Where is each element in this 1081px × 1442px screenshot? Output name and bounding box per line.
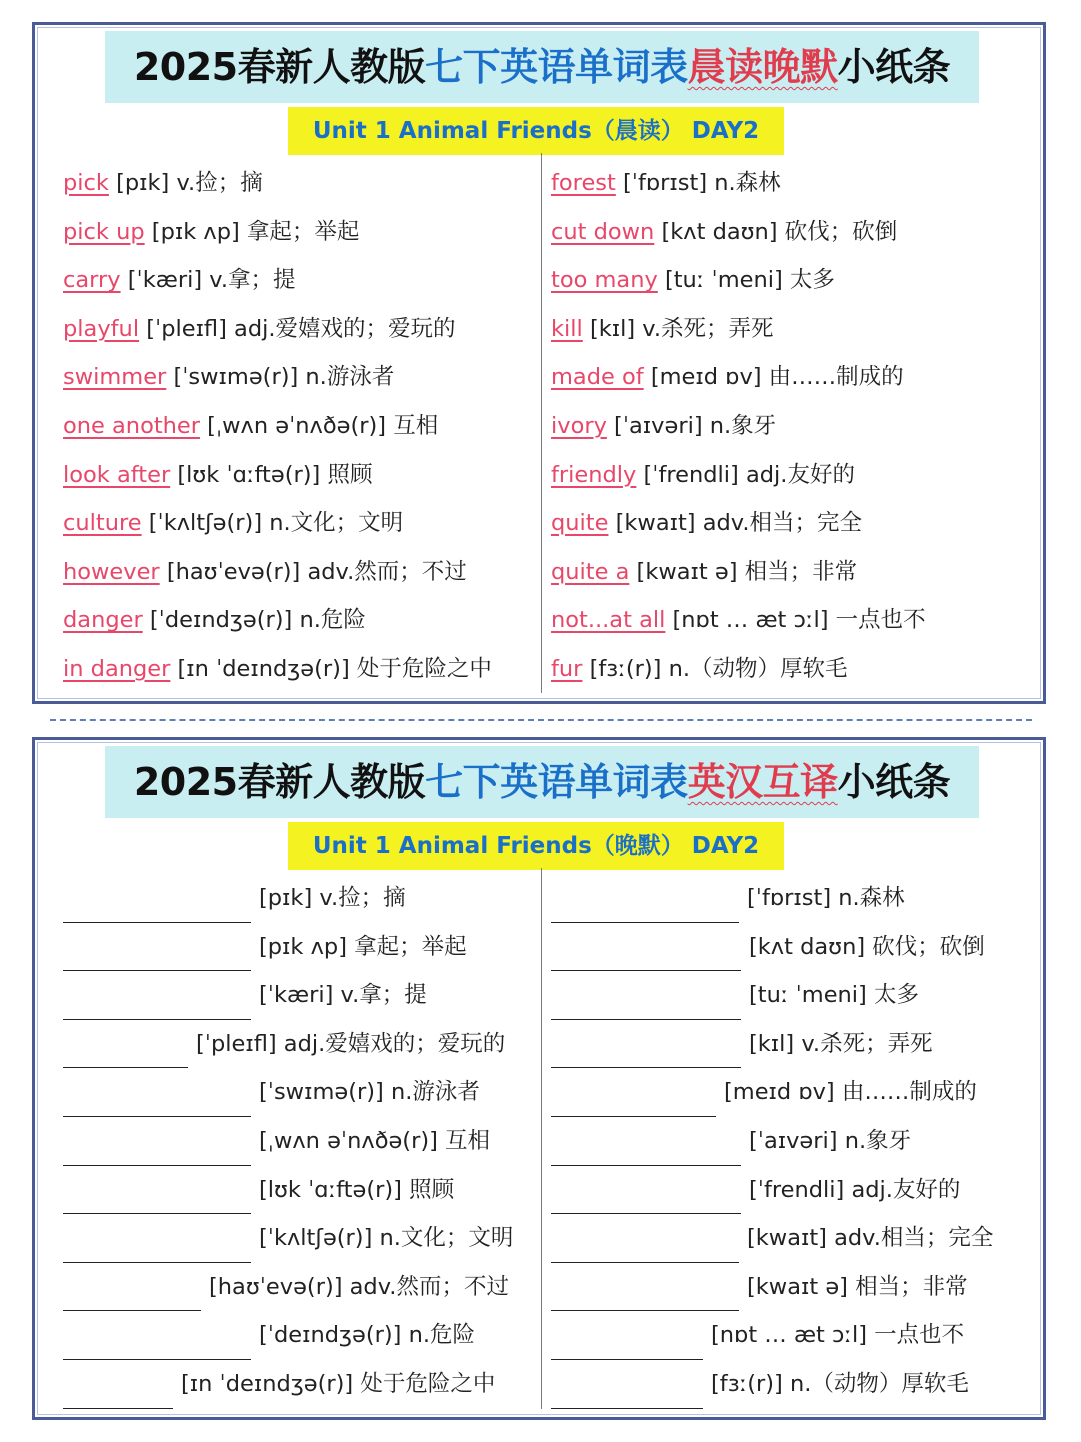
vocab-definition: [ˈfɒrɪst] n.森林 bbox=[615, 170, 781, 196]
dictation-prompt: [tuː ˈmeni] 太多 bbox=[749, 982, 919, 1009]
dictation-row bbox=[63, 971, 533, 1020]
vocab-row bbox=[63, 208, 533, 257]
title-suffix: 小纸条 bbox=[837, 45, 951, 89]
dictation-prompt: [ˈswɪmə(r)] n.游泳者 bbox=[259, 1079, 480, 1106]
vocab-definition: [ɪn ˈdeɪndʒə(r)] 处于危险之中 bbox=[170, 655, 492, 682]
vocab-definition: [ˈfrendli] adj.友好的 bbox=[636, 461, 855, 488]
vocab-row bbox=[63, 645, 533, 694]
vocab-word: fur bbox=[551, 655, 583, 682]
dictation-prompt: [ˈkæri] v.拿；提 bbox=[259, 982, 427, 1009]
vocab-word: quite bbox=[551, 510, 609, 537]
vocab-definition: [pɪk ʌp] 拿起；举起 bbox=[144, 218, 360, 245]
answer-blank[interactable] bbox=[551, 1331, 703, 1360]
vocab-row bbox=[63, 402, 533, 451]
vocab-definition: [ˈkæri] v.拿；提 bbox=[120, 267, 296, 294]
dictation-row bbox=[63, 1311, 533, 1360]
vocab-row bbox=[551, 596, 1031, 645]
vocab-row bbox=[63, 499, 533, 548]
vocab-word: carry bbox=[63, 267, 121, 294]
dictation-row bbox=[63, 1020, 533, 1069]
vocab-row bbox=[63, 256, 533, 305]
column-divider bbox=[541, 868, 542, 1409]
vocab-word: quite a bbox=[551, 558, 630, 585]
vocab-word: cut down bbox=[551, 218, 655, 245]
vocab-row bbox=[551, 159, 1031, 208]
vocab-word: however bbox=[63, 558, 160, 585]
answer-blank[interactable] bbox=[551, 1088, 716, 1117]
vocab-definition: [fɜː(r)] n.（动物）厚软毛 bbox=[582, 655, 848, 682]
answer-blank[interactable] bbox=[551, 1282, 739, 1311]
vocab-row bbox=[551, 548, 1031, 597]
vocab-word: ivory bbox=[551, 412, 607, 439]
vocab-row bbox=[551, 208, 1031, 257]
dictation-prompt: [ˈaɪvəri] n.象牙 bbox=[749, 1127, 912, 1154]
sheet-title bbox=[105, 31, 979, 103]
vocab-word: kill bbox=[551, 315, 583, 342]
vocab-definition: [ˈaɪvəri] n.象牙 bbox=[606, 412, 777, 439]
dictation-row bbox=[63, 874, 533, 923]
dictation-row bbox=[551, 1020, 1031, 1069]
answer-blank[interactable] bbox=[63, 991, 251, 1020]
dictation-row bbox=[63, 1360, 533, 1409]
morning-reading-sheet bbox=[32, 22, 1046, 704]
title-suffix: 小纸条 bbox=[837, 760, 951, 804]
dictation-prompt: [ˈfrendli] adj.友好的 bbox=[749, 1176, 961, 1203]
answer-blank[interactable] bbox=[551, 942, 741, 971]
answer-blank[interactable] bbox=[63, 1282, 201, 1311]
vocab-word: pick up bbox=[63, 218, 145, 245]
vocab-word: swimmer bbox=[63, 364, 167, 391]
dictation-row bbox=[63, 1263, 533, 1312]
right-dictation-column bbox=[551, 874, 1031, 1409]
dictation-row bbox=[551, 1068, 1031, 1117]
vocab-word: not...at all bbox=[551, 607, 666, 634]
unit-subtitle: Unit 1 Animal Friends（晨读） DAY2 bbox=[288, 107, 784, 155]
right-vocab-column bbox=[551, 159, 1031, 694]
answer-blank[interactable] bbox=[63, 1137, 251, 1166]
dictation-prompt: [kwaɪt ə] 相当；非常 bbox=[747, 1273, 968, 1300]
vocab-definition: [lʊk ˈɑːftə(r)] 照顾 bbox=[170, 461, 373, 488]
dictation-prompt: [ˈpleɪfl] adj.爱嬉戏的；爱玩的 bbox=[196, 1030, 506, 1057]
vocab-row bbox=[63, 548, 533, 597]
answer-blank[interactable] bbox=[63, 1234, 251, 1263]
vocab-row bbox=[63, 451, 533, 500]
dictation-prompt: [ɪn ˈdeɪndʒə(r)] 处于危险之中 bbox=[181, 1370, 496, 1397]
vocab-definition: [kʌt daʊn] 砍伐；砍倒 bbox=[654, 218, 898, 245]
vocab-row bbox=[551, 256, 1031, 305]
vocab-row bbox=[551, 305, 1031, 354]
dictation-row bbox=[63, 1214, 533, 1263]
vocab-definition: [nɒt … æt ɔːl] 一点也不 bbox=[665, 607, 926, 634]
dictation-prompt: [ˈdeɪndʒə(r)] n.危险 bbox=[259, 1322, 475, 1349]
dictation-row bbox=[63, 1166, 533, 1215]
dictation-row bbox=[551, 1117, 1031, 1166]
vocab-word: danger bbox=[63, 607, 143, 634]
vocab-definition: [pɪk] v.捡；摘 bbox=[108, 170, 263, 196]
dictation-row bbox=[551, 923, 1031, 972]
vocab-word: look after bbox=[63, 461, 171, 488]
vocab-word: too many bbox=[551, 267, 658, 294]
dictation-prompt: [kɪl] v.杀死；弄死 bbox=[749, 1030, 933, 1057]
vocab-row bbox=[63, 353, 533, 402]
column-divider bbox=[541, 153, 542, 693]
dictation-row bbox=[551, 1166, 1031, 1215]
dictation-row bbox=[551, 1360, 1031, 1409]
dictation-prompt: [lʊk ˈɑːftə(r)] 照顾 bbox=[259, 1176, 455, 1203]
sheet-title bbox=[105, 746, 979, 818]
vocab-row bbox=[63, 305, 533, 354]
dictation-prompt: [kʌt daʊn] 砍伐；砍倒 bbox=[749, 933, 985, 960]
dictation-row bbox=[551, 971, 1031, 1020]
vocab-row bbox=[551, 645, 1031, 694]
evening-dictation-sheet bbox=[32, 737, 1046, 1420]
title-blue-part: 七下英语单词表 bbox=[425, 760, 688, 804]
title-prefix: 2025春新人教版 bbox=[133, 760, 426, 804]
dictation-row bbox=[551, 874, 1031, 923]
answer-blank[interactable] bbox=[551, 1380, 703, 1409]
vocab-row bbox=[551, 353, 1031, 402]
vocab-definition: [haʊˈevə(r)] adv.然而；不过 bbox=[159, 558, 467, 585]
vocab-definition: [kwaɪt ə] 相当；非常 bbox=[629, 558, 858, 585]
vocab-word: made of bbox=[551, 364, 644, 391]
vocab-word: pick bbox=[63, 170, 109, 196]
vocab-definition: [kɪl] v.杀死；弄死 bbox=[582, 315, 774, 342]
vocab-row bbox=[551, 451, 1031, 500]
dictation-row bbox=[551, 1263, 1031, 1312]
title-red-part: 晨读晚默 bbox=[687, 45, 838, 89]
dictation-prompt: [meɪd ɒv] 由……制成的 bbox=[724, 1079, 977, 1106]
vocab-definition: [tuː ˈmeni] 太多 bbox=[657, 267, 835, 294]
cut-line bbox=[50, 719, 1032, 721]
vocab-word: one another bbox=[63, 412, 201, 439]
answer-blank[interactable] bbox=[63, 1185, 251, 1214]
answer-blank[interactable] bbox=[63, 1331, 251, 1360]
answer-blank[interactable] bbox=[63, 1088, 251, 1117]
dictation-row bbox=[551, 1214, 1031, 1263]
vocab-word: in danger bbox=[63, 655, 171, 682]
vocab-definition: [kwaɪt] adv.相当；完全 bbox=[608, 510, 863, 537]
dictation-prompt: [ˈfɒrɪst] n.森林 bbox=[747, 885, 905, 911]
dictation-prompt: [fɜː(r)] n.（动物）厚软毛 bbox=[711, 1370, 969, 1397]
vocab-word: friendly bbox=[551, 461, 637, 488]
vocab-row bbox=[63, 596, 533, 645]
answer-blank[interactable] bbox=[551, 1039, 741, 1068]
vocab-definition: [meɪd ɒv] 由……制成的 bbox=[643, 364, 904, 391]
answer-blank[interactable] bbox=[551, 991, 741, 1020]
dictation-prompt: [pɪk ʌp] 拿起；举起 bbox=[259, 933, 467, 960]
dictation-prompt: [ˈkʌltʃə(r)] n.文化；文明 bbox=[259, 1225, 514, 1252]
dictation-row bbox=[551, 1311, 1031, 1360]
vocab-row bbox=[63, 159, 533, 208]
left-dictation-column bbox=[63, 874, 533, 1409]
dictation-prompt: [haʊˈevə(r)] adv.然而；不过 bbox=[209, 1273, 509, 1300]
vocab-word: culture bbox=[63, 510, 142, 537]
dictation-row bbox=[63, 1117, 533, 1166]
answer-blank[interactable] bbox=[63, 1380, 173, 1409]
vocab-definition: [ˌwʌn əˈnʌðə(r)] 互相 bbox=[200, 412, 439, 439]
vocab-definition: [ˈswɪmə(r)] n.游泳者 bbox=[166, 364, 395, 391]
title-red-part: 英汉互译 bbox=[687, 760, 838, 804]
vocab-row bbox=[551, 402, 1031, 451]
dictation-prompt: [pɪk] v.捡；摘 bbox=[259, 885, 406, 911]
vocab-row bbox=[551, 499, 1031, 548]
answer-blank[interactable] bbox=[551, 1234, 739, 1263]
dictation-prompt: [ˌwʌn əˈnʌðə(r)] 互相 bbox=[259, 1127, 491, 1154]
title-prefix: 2025春新人教版 bbox=[133, 45, 426, 89]
dictation-prompt: [nɒt … æt ɔːl] 一点也不 bbox=[711, 1322, 965, 1349]
answer-blank[interactable] bbox=[63, 1039, 188, 1068]
answer-blank[interactable] bbox=[551, 894, 739, 923]
unit-subtitle: Unit 1 Animal Friends（晚默） DAY2 bbox=[288, 822, 784, 870]
vocab-definition: [ˈpleɪfl] adj.爱嬉戏的；爱玩的 bbox=[139, 315, 456, 342]
title-blue-part: 七下英语单词表 bbox=[425, 45, 688, 89]
vocab-definition: [ˈdeɪndʒə(r)] n.危险 bbox=[142, 607, 366, 634]
answer-blank[interactable] bbox=[63, 894, 251, 923]
left-vocab-column bbox=[63, 159, 533, 694]
dictation-row bbox=[63, 923, 533, 972]
answer-blank[interactable] bbox=[551, 1137, 741, 1166]
vocab-word: playful bbox=[63, 315, 140, 342]
vocab-definition: [ˈkʌltʃə(r)] n.文化；文明 bbox=[141, 510, 404, 537]
vocab-word: forest bbox=[551, 170, 616, 196]
answer-blank[interactable] bbox=[63, 942, 251, 971]
dictation-prompt: [kwaɪt] adv.相当；完全 bbox=[747, 1225, 994, 1252]
answer-blank[interactable] bbox=[551, 1185, 741, 1214]
dictation-row bbox=[63, 1068, 533, 1117]
